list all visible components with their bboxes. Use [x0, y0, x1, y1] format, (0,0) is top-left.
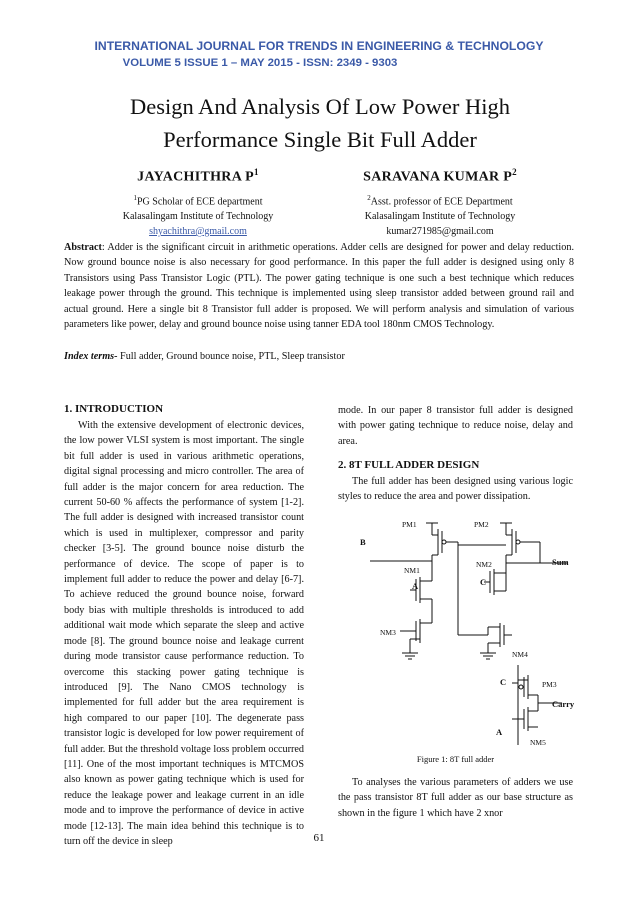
section-1-heading: 1. INTRODUCTION: [64, 403, 164, 415]
label-input-a-2: A: [496, 727, 503, 737]
section-2-heading: 2. 8T FULL ADDER DESIGN: [338, 459, 480, 471]
journal-name: INTERNATIONAL JOURNAL FOR TRENDS IN ENGINEERING & TECHNOLOGY: [94, 39, 544, 53]
author-email: kumar271985@gmail.com: [386, 225, 494, 237]
author-email-link[interactable]: shyachithra@gmail.com: [149, 225, 247, 237]
journal-volume: VOLUME 5 ISSUE 1 – MAY 2015 - ISSN: 2349 - 9303: [122, 57, 398, 69]
figure-caption: Figure 1: 8T full adder: [416, 754, 495, 764]
abstract: [64, 240, 574, 332]
label-nm4: NM4: [512, 650, 528, 659]
closing-paragraph: To analyses the various parameters of adders we use the pass transistor 8T full adder as our base structure as shown in the figure 1 which have 2 xnor: [338, 777, 573, 819]
label-nm5: NM5: [530, 738, 546, 747]
index-terms-label: Index terms-: [64, 351, 118, 362]
label-input-c-2: C: [500, 677, 507, 687]
label-output-sum: Sum: [552, 557, 569, 567]
label-nm3: NM3: [380, 628, 396, 637]
label-pm2: PM2: [474, 520, 489, 529]
section-1-body: With the extensive development of electronic devices, the low power VLSI system is most important. The single bit full adder is used in various arithmetic operations, digital signal processing and micro controller. The area of full adder is the major concern for area reduction. The current 50-60 % affects the performance of system [1-2]. The full adder is designed with increased transistor count which is used in multiplexer, compressor and parity checker [3-5]. The ground bounce noise disturb the performance of device. The scope of paper is to implement full adder to reduce the power and delay [6-7]. To achieve reduced the ground bounce noise, forward body bias with multiple thresholds is introduced to add additional wait mode which separate the sleep and active mode [8]. The ground bounce noise and leakage current during mode transistor cause performance reduction. To overcome this stacking power gating technique is introduced [9]. The Nano CMOS technology is implemented for full adder but the area requirement is high compared to our paper [10]. The degenerate pass transistor logic is developed for low power requirement of full adder. But the threshold voltage loss problem occurred [11]. One of the most important techniques is MTCMOS also known as power gating technique which is used for reduce the leakage power and leakage current in an idle mode and to improve the performance of device in active mode [12-13]. The main idea behind this technique is to turn off the device in sleep: [64, 420, 304, 847]
label-nm2: NM2: [476, 560, 492, 569]
label-output-carry: Carry: [552, 699, 575, 709]
author-block-2: [320, 167, 560, 239]
intro-continuation: mode. In our paper 8 transistor full adder is designed with power gating technique to reduce noise, delay and area.: [338, 405, 573, 447]
abstract-label: Abstract: [64, 242, 102, 253]
label-input-b: B: [360, 537, 366, 547]
index-terms-text: Full adder, Ground bounce noise, PTL, Sleep transistor: [117, 351, 345, 362]
label-pm1: PM1: [402, 520, 417, 529]
paper-title: [20, 93, 620, 154]
page-number: 61: [313, 832, 325, 844]
title-line-1: Design And Analysis Of Low Power High: [130, 94, 510, 119]
section-2-body: The full adder has been designed using various logic styles to reduce the area and power dissipation.: [338, 476, 573, 503]
author-affiliation: $^1$PG Scholar of ECE department Kalasalingam Institute of Technology shyachithra@gmail.com: [80, 191, 316, 239]
author-name: JAYACHITHRA $P^1$: [137, 167, 259, 185]
title-line-2: Performance Single Bit Full Adder: [163, 127, 477, 152]
figure-8t-full-adder-schematic: [340, 515, 580, 755]
label-pm3: PM3: [542, 680, 557, 689]
abstract-text: : Adder is the significant circuit in arithmetic operations. Adder cells are designed for power and delay reduction. Now ground bounce noise is also necessary for good performance. In this paper the full adder is designed using only 8 Transistors using Pass Transistor Logic (PTL). The power gating technique is one such a best technique which reduces leakage power through the ground. This technique is implemented using sleep transistor added between ground rail and actual ground. Here a single bit 8 Transistor full adder is proposed. We will perform analysis and simulation of various parameters like power, delay and ground bounce noise using tanner EDA tool 180nm CMOS Technology.: [64, 242, 574, 331]
index-terms: [64, 349, 574, 364]
label-input-a: A: [412, 581, 419, 591]
label-nm1: NM1: [404, 566, 420, 575]
label-input-c: C: [480, 577, 487, 587]
author-block-1: [80, 167, 316, 239]
author-name: SARAVANA KUMAR $P^2$: [363, 167, 517, 185]
author-affiliation: $^2$Asst. professor of ECE Department Kalasalingam Institute of Technology kumar271985@gmail.com: [320, 191, 560, 239]
